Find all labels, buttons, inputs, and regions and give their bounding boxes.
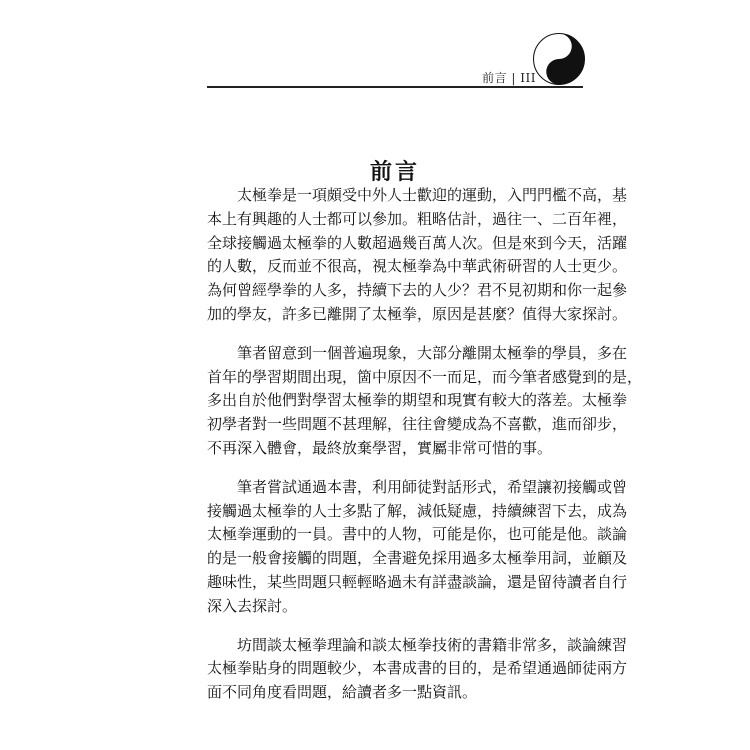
text-line: 為何曾經學拳的人多，持續下去的人少？君不見初期和你一起參 xyxy=(207,281,628,300)
paragraph xyxy=(207,184,628,327)
text-line: 深入去探討。 xyxy=(207,596,298,615)
text-line: 加的學友，許多已離開了太極拳，原因是甚麼？值得大家探討。 xyxy=(207,304,628,323)
paragraph xyxy=(207,342,643,461)
text-line: 不再深入體會，最終放棄學習，實屬非常可惜的事。 xyxy=(207,438,553,457)
text-line: 多出自於他們對學習太極拳的期望和現實有較大的落差。太極拳 xyxy=(207,391,628,410)
header-rule xyxy=(207,86,583,88)
running-title: 前言 | III xyxy=(482,71,536,85)
yin-yang-icon xyxy=(533,33,585,85)
text-line: 趣味性，某些問題只輕輕略過未有詳盡談論，還是留待讀者自行 xyxy=(207,572,628,591)
text-line: 太極拳貼身的問題較少，本書成書的目的，是希望通過師徒兩方 xyxy=(207,659,628,678)
paragraph xyxy=(207,476,628,619)
text-line: 面不同角度看問題，給讀者多一點資訊。 xyxy=(207,683,478,702)
text-line: 首年的學習期間出現，箇中原因不一而足，而今筆者感覺到的是， xyxy=(207,367,643,386)
text-line: 筆者留意到一個普遍現象，大部分離開太極拳的學員，多在 xyxy=(237,343,628,362)
text-line: 接觸過太極拳的人士多點了解，減低疑慮，持續練習下去，成為 xyxy=(207,501,628,520)
text-line: 太極拳是一項頗受中外人士歡迎的運動，入門門檻不高，基 xyxy=(237,186,628,204)
paragraph xyxy=(207,634,628,705)
text-line: 的人數，反而並不很高，視太極拳為中華武術研習的人士更少。 xyxy=(207,257,628,276)
text-line: 的是一般會接觸的問題，全書避免採用過多太極拳用詞，並顧及 xyxy=(207,549,628,568)
page-title: 前言 xyxy=(369,159,420,185)
text-line: 初學者對一些問題不甚理解，往往會變成為不喜歡，進而卻步， xyxy=(207,415,628,434)
text-line: 全球接觸過太極拳的人數超過幾百萬人次。但是來到今天，活躍 xyxy=(207,233,628,252)
text-line: 坊間談太極拳理論和談太極拳技術的書籍非常多，談論練習 xyxy=(237,635,628,654)
body-text xyxy=(207,184,643,720)
text-line: 太極拳運動的一員。書中的人物，可能是你，也可能是他。談論 xyxy=(207,525,628,544)
text-line: 筆者嘗試通過本書，利用師徒對話形式，希望讓初接觸或曾 xyxy=(237,477,628,496)
text-line: 本上有興趣的人士都可以參加。粗略估計，過往一、二百年裡， xyxy=(207,209,628,228)
